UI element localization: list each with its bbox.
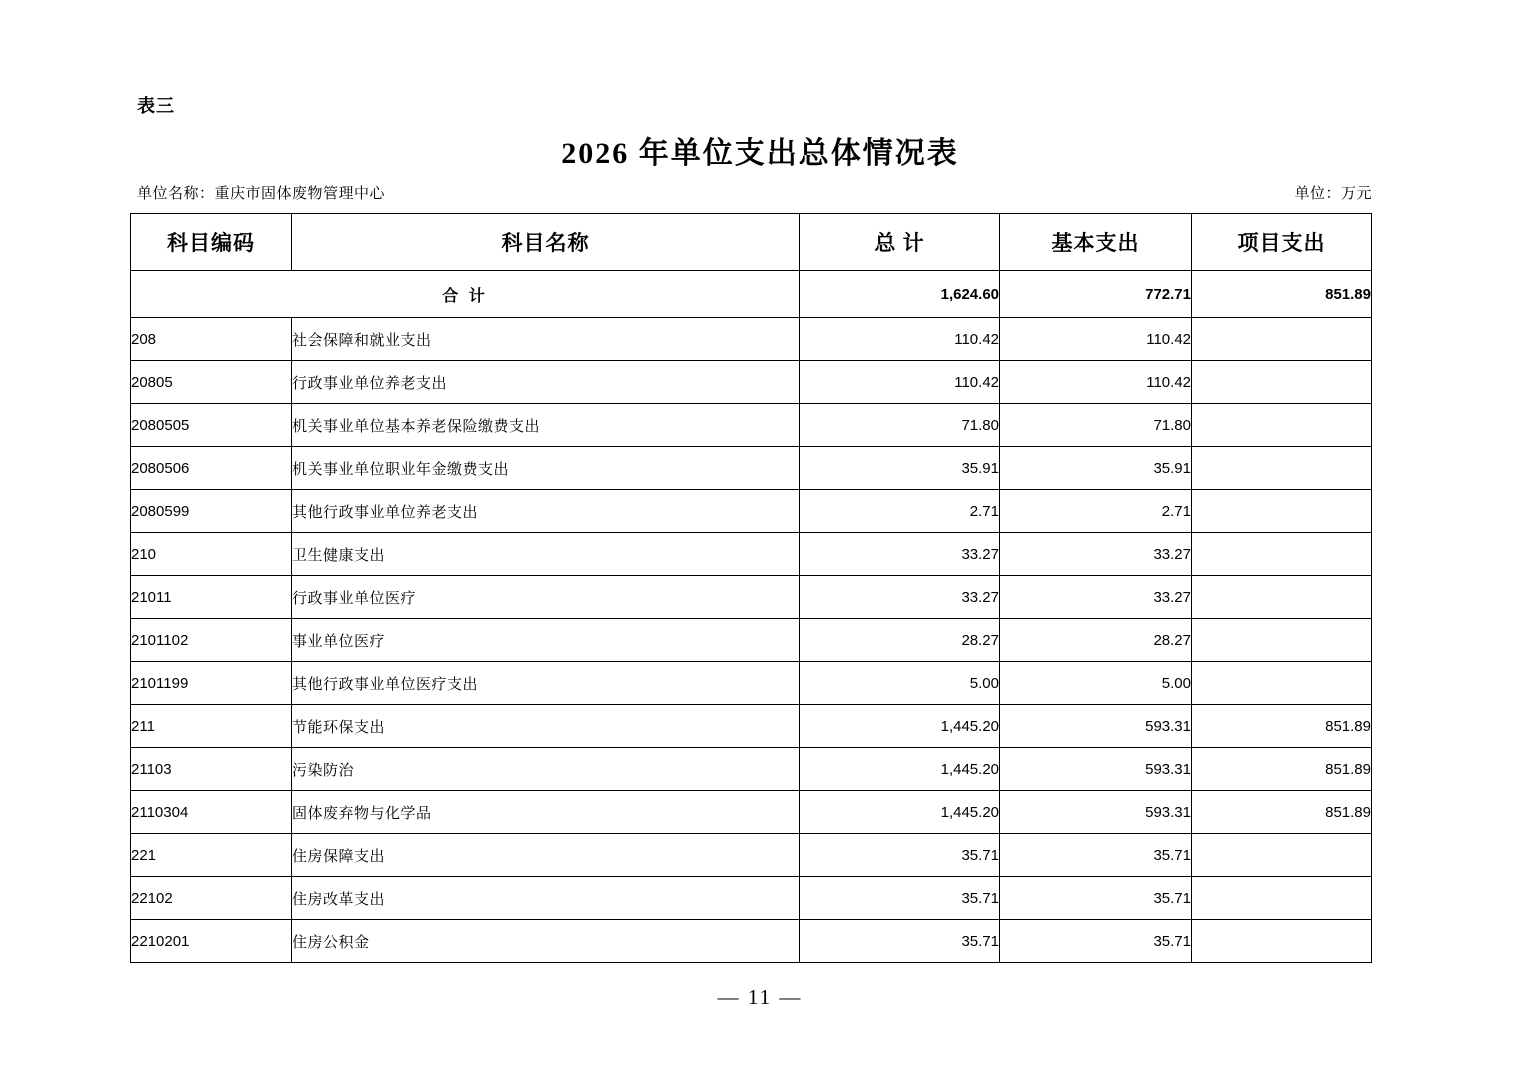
table-total-row xyxy=(131,271,1372,318)
row-name: 固体废弃物与化学品 xyxy=(292,791,800,834)
row-code: 2101199 xyxy=(131,662,292,705)
row-total: 35.71 xyxy=(800,834,1000,877)
row-project xyxy=(1192,361,1372,404)
row-project xyxy=(1192,619,1372,662)
table-row xyxy=(131,404,1372,447)
row-total: 1,445.20 xyxy=(800,791,1000,834)
total-row-total: 1,624.60 xyxy=(800,271,1000,318)
table-row xyxy=(131,877,1372,920)
row-basic: 110.42 xyxy=(1000,361,1192,404)
table-row xyxy=(131,447,1372,490)
row-total: 1,445.20 xyxy=(800,705,1000,748)
row-name: 行政事业单位养老支出 xyxy=(292,361,800,404)
row-total: 35.71 xyxy=(800,920,1000,963)
table-row xyxy=(131,318,1372,361)
table-label: 表三 xyxy=(137,96,175,116)
table-row xyxy=(131,834,1372,877)
table-row xyxy=(131,361,1372,404)
row-project xyxy=(1192,576,1372,619)
row-code: 2080505 xyxy=(131,404,292,447)
row-basic: 110.42 xyxy=(1000,318,1192,361)
column-header-project: 项目支出 xyxy=(1192,214,1372,271)
row-name: 卫生健康支出 xyxy=(292,533,800,576)
row-code: 21011 xyxy=(131,576,292,619)
row-name: 污染防治 xyxy=(292,748,800,791)
row-project xyxy=(1192,404,1372,447)
unit-measure: 单位：万元 xyxy=(1294,185,1372,202)
row-total: 2.71 xyxy=(800,490,1000,533)
row-name: 住房改革支出 xyxy=(292,877,800,920)
row-total: 71.80 xyxy=(800,404,1000,447)
row-code: 208 xyxy=(131,318,292,361)
row-name: 机关事业单位职业年金缴费支出 xyxy=(292,447,800,490)
unit-name: 单位名称：重庆市固体废物管理中心 xyxy=(137,185,386,202)
column-header-basic: 基本支出 xyxy=(1000,214,1192,271)
row-basic: 5.00 xyxy=(1000,662,1192,705)
page-title: 2026 年单位支出总体情况表 xyxy=(561,137,959,170)
row-name: 节能环保支出 xyxy=(292,705,800,748)
row-total: 1,445.20 xyxy=(800,748,1000,791)
row-name: 住房保障支出 xyxy=(292,834,800,877)
row-code: 221 xyxy=(131,834,292,877)
row-name: 事业单位医疗 xyxy=(292,619,800,662)
row-name: 社会保障和就业支出 xyxy=(292,318,800,361)
row-name: 其他行政事业单位养老支出 xyxy=(292,490,800,533)
table-body xyxy=(131,271,1372,963)
row-name: 行政事业单位医疗 xyxy=(292,576,800,619)
row-project xyxy=(1192,877,1372,920)
table-row xyxy=(131,748,1372,791)
row-total: 35.71 xyxy=(800,877,1000,920)
row-basic: 35.71 xyxy=(1000,920,1192,963)
page-number: — 11 — xyxy=(717,985,803,1009)
table-row xyxy=(131,576,1372,619)
row-project: 851.89 xyxy=(1192,791,1372,834)
row-code: 2080599 xyxy=(131,490,292,533)
row-total: 5.00 xyxy=(800,662,1000,705)
row-code: 211 xyxy=(131,705,292,748)
row-project xyxy=(1192,920,1372,963)
row-basic: 35.71 xyxy=(1000,877,1192,920)
row-basic: 593.31 xyxy=(1000,705,1192,748)
row-basic: 71.80 xyxy=(1000,404,1192,447)
row-project xyxy=(1192,834,1372,877)
column-header-name: 科目名称 xyxy=(292,214,800,271)
table-row xyxy=(131,619,1372,662)
row-total: 110.42 xyxy=(800,361,1000,404)
row-total: 35.91 xyxy=(800,447,1000,490)
row-basic: 593.31 xyxy=(1000,791,1192,834)
table-row xyxy=(131,705,1372,748)
row-total: 33.27 xyxy=(800,576,1000,619)
row-code: 2110304 xyxy=(131,791,292,834)
row-code: 210 xyxy=(131,533,292,576)
row-basic: 28.27 xyxy=(1000,619,1192,662)
row-project xyxy=(1192,662,1372,705)
row-code: 22102 xyxy=(131,877,292,920)
row-name: 机关事业单位基本养老保险缴费支出 xyxy=(292,404,800,447)
row-project xyxy=(1192,318,1372,361)
table-row xyxy=(131,662,1372,705)
row-code: 20805 xyxy=(131,361,292,404)
row-total: 28.27 xyxy=(800,619,1000,662)
table-row xyxy=(131,791,1372,834)
row-project xyxy=(1192,490,1372,533)
row-code: 2101102 xyxy=(131,619,292,662)
row-code: 2080506 xyxy=(131,447,292,490)
row-total: 33.27 xyxy=(800,533,1000,576)
table-header-row xyxy=(131,214,1372,271)
table-row xyxy=(131,920,1372,963)
row-code: 21103 xyxy=(131,748,292,791)
column-header-total: 总 计 xyxy=(800,214,1000,271)
total-row-project: 851.89 xyxy=(1192,271,1372,318)
row-name: 住房公积金 xyxy=(292,920,800,963)
row-project: 851.89 xyxy=(1192,748,1372,791)
document-meta xyxy=(137,182,1372,203)
row-project xyxy=(1192,447,1372,490)
row-basic: 35.91 xyxy=(1000,447,1192,490)
row-total: 110.42 xyxy=(800,318,1000,361)
row-basic: 593.31 xyxy=(1000,748,1192,791)
total-row-basic: 772.71 xyxy=(1000,271,1192,318)
expenditure-table xyxy=(130,213,1372,963)
row-name: 其他行政事业单位医疗支出 xyxy=(292,662,800,705)
row-basic: 33.27 xyxy=(1000,533,1192,576)
row-code: 2210201 xyxy=(131,920,292,963)
row-project: 851.89 xyxy=(1192,705,1372,748)
table-row xyxy=(131,533,1372,576)
row-basic: 2.71 xyxy=(1000,490,1192,533)
row-basic: 33.27 xyxy=(1000,576,1192,619)
table-row xyxy=(131,490,1372,533)
row-basic: 35.71 xyxy=(1000,834,1192,877)
total-row-label: 合 计 xyxy=(131,271,800,318)
column-header-code: 科目编码 xyxy=(131,214,292,271)
row-project xyxy=(1192,533,1372,576)
